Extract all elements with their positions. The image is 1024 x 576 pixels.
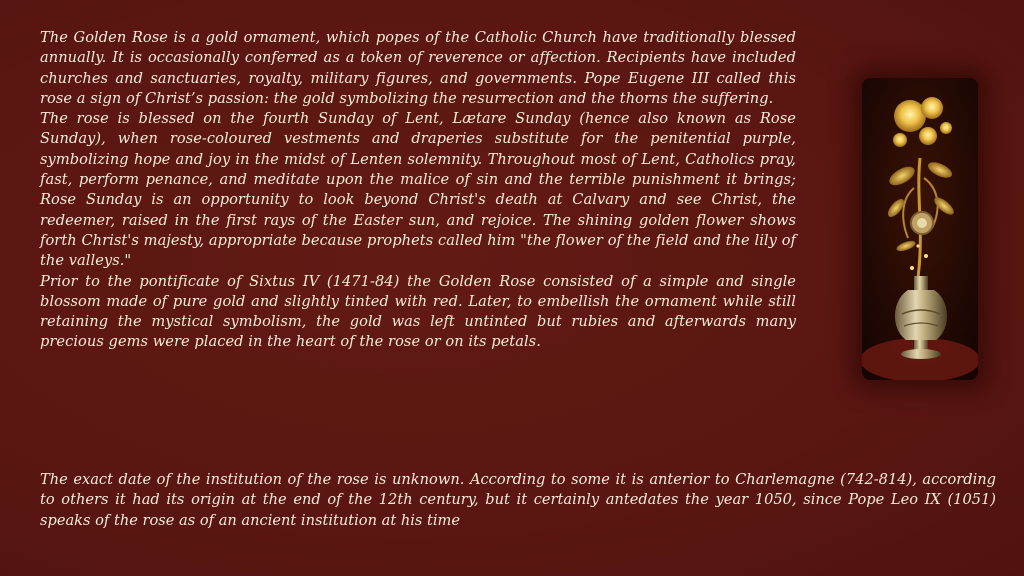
paragraph-rose-sunday: The rose is blessed on the fourth Sunday of Lent, Lætare Sunday (hence also known as Rose Sunday), when rose-coloured vestments and draperies substitute for the penitential purple, symbolizing hope and joy in the midst of Lenten solemnity. Throughout most of Lent, Catholics pray, fast, perform penance, and meditate upon the malice of sin and the terrible punishment it brings; Rose Sunday is an opportunity to look beyond Christ's death at Calvary and see Christ, the redeemer, raised in the first rays of the Easter sun, and rejoice. The shining golden flower shows forth Christ's majesty, appropriate because prophets called him "the flower of the field and the lily of the valleys."	[40, 110, 796, 270]
main-text-block	[40, 28, 796, 353]
golden-rose-icon	[862, 78, 978, 380]
bottom-text-block	[40, 470, 996, 531]
paragraph-golden-rose-intro: The Golden Rose is a gold ornament, which popes of the Catholic Church have traditionally blessed annually. It is occasionally conferred as a token of reverence or affection. Recipients have included churches and sanctuaries, royalty, military figures, and governments. Pope Eugene III called this rose a sign of Christ’s passion: the gold symbolizing the resurrection and the thorns the suffering.	[40, 29, 796, 107]
paragraph-sixtus-iv: Prior to the pontificate of Sixtus IV (1471-84) the Golden Rose consisted of a simple and single blossom made of pure gold and slightly tinted with red. Later, to embellish the ornament while still retaining the mystical symbolism, the gold was left untinted but rubies and afterwards many precious gems were placed in the heart of the rose or on its petals.	[40, 272, 796, 351]
golden-rose-photo	[862, 78, 978, 380]
paragraph-institution-date: The exact date of the institution of the rose is unknown. According to some it is anterior to Charlemagne (742-814), according to others it had its origin at the end of the 12th century, but it certainly antedates the year 1050, since Pope Leo IX (1051) speaks of the rose as of an ancient institution at his time	[40, 471, 996, 529]
